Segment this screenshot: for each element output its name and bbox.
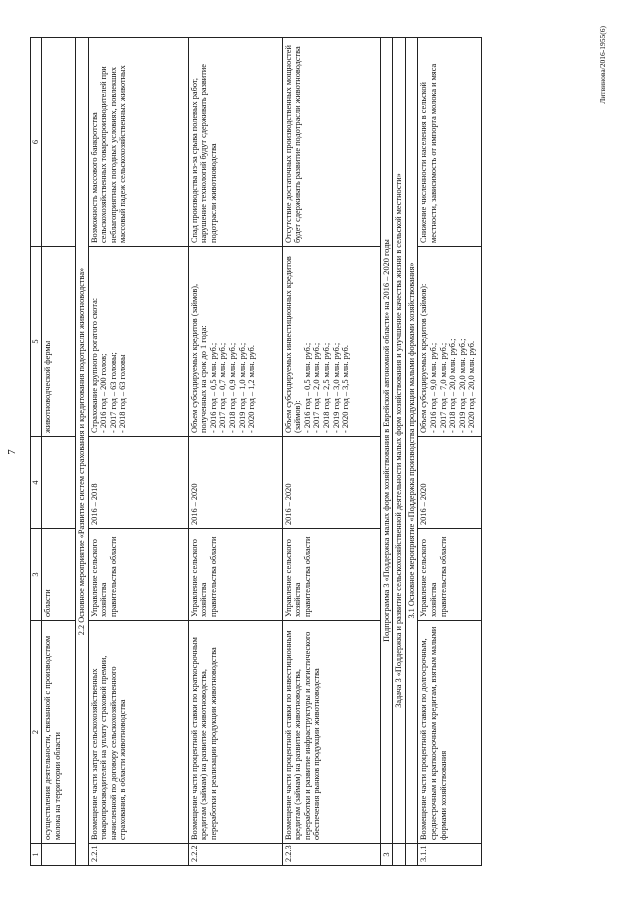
table-cell: животноводческой фермы: [42, 247, 76, 437]
result-line: - 2019 год – 1,0 млн. руб.;: [237, 342, 247, 433]
subprogram-row: [380, 38, 393, 866]
result-line: - 2018 год – 63 головы: [118, 354, 128, 433]
result-line: - 2016 год – 0,5 млн. руб.;: [208, 342, 218, 433]
responsible-executor: Управление сельского хозяйства правительства области: [88, 529, 188, 621]
header-row: [31, 38, 42, 866]
header-cell: 6: [31, 38, 42, 247]
table-row: [418, 38, 482, 866]
table-cell: [405, 844, 418, 866]
result-line: - 2016 год – 0,5 млн. руб.;: [302, 342, 312, 433]
table-cell: осуществления деятельности, связанной с производством молока на территории области: [42, 621, 76, 844]
table-cell: [42, 437, 76, 529]
measure-name: Возмещение части процентной ставки по краткосрочным кредитам (займам) на развитие животноводства, переработки и реализации продукции животноводства: [188, 621, 282, 844]
consequences: Спад производства из-за срыва полевых работ, нарушение технологий будут сдерживать развитие подотрасли животноводства: [188, 38, 282, 247]
row-number: 2.2.2: [188, 844, 282, 866]
period: 2016 – 2020: [188, 437, 282, 529]
table-row: [88, 38, 188, 866]
result-line: - 2016 год – 9,0 млн. руб.;: [428, 342, 438, 433]
result-line: Объем субсидируемых инвестиционных кредитов (займов):: [283, 256, 303, 433]
rotated-page: [6, 26, 607, 866]
task-title: Задача 3 «Поддержка и развитие сельскохозяйственной деятельности малых форм хозяйствования и улучшение качества жизни в сельской местности»: [393, 38, 406, 844]
responsible-executor: Управление сельского хозяйства правительства области: [282, 529, 380, 621]
table-row: [42, 38, 76, 866]
table-cell: области: [42, 529, 76, 621]
result-line: - 2020 год – 1,2 млн. руб.: [247, 345, 257, 433]
section-heading: 2.2 Основное мероприятие «Развитие систем страхования и кредитования подотрасли животноводства»: [76, 38, 89, 866]
expected-result: [88, 247, 188, 437]
row-number: 3: [380, 844, 393, 866]
result-line: - 2018 год – 0,9 млн. руб.;: [227, 342, 237, 433]
table-cell: [42, 844, 76, 866]
result-line: - 2018 год – 20,0 млн. руб.;: [448, 338, 458, 433]
result-line: - 2017 год – 0,7 млн. руб.;: [218, 342, 228, 433]
consequences: Снижение численности населения в сельской местности, зависимость от импорта молока и мяса: [418, 38, 482, 247]
expected-result: [282, 247, 380, 437]
period: 2016 – 2020: [282, 437, 380, 529]
result-line: Страхование крупного рогатого скота:: [89, 297, 99, 433]
table-cell: [42, 38, 76, 247]
expected-result: [418, 247, 482, 437]
header-cell: 2: [31, 621, 42, 844]
table-cell: [393, 844, 406, 866]
responsible-executor: Управление сельского хозяйства правительства области: [188, 529, 282, 621]
result-line: - 2017 год – 63 головы;: [108, 352, 118, 433]
period: 2016 – 2018: [88, 437, 188, 529]
table-row: [282, 38, 380, 866]
section-row: [76, 38, 89, 866]
section-heading: 3.1 Основное мероприятие «Поддержка производства продукции малыми формами хозяйствования»: [405, 38, 418, 844]
result-line: Объем субсидируемых кредитов (займов), полученных на срок до 1 года:: [189, 283, 209, 433]
header-cell: 3: [31, 529, 42, 621]
row-number: 2.2.3: [282, 844, 380, 866]
subprogram-title: Подпрограмма 3 «Поддержка малых форм хозяйствования в Еврейской автономной области» на 2016 – 2020 годы: [380, 38, 393, 844]
measure-name: Возмещение части процентной ставки по инвестиционным кредитам (займам) на развитие животноводства, переработки и развитие инфраструктуры и логистического обеспечения рынков продукции животноводства: [282, 621, 380, 844]
document-footer: Литвинова/2016-1955(6): [598, 26, 607, 104]
header-cell: 4: [31, 437, 42, 529]
row-number: 2.2.1: [88, 844, 188, 866]
result-line: - 2017 год – 7,0 млн. руб.;: [438, 342, 448, 433]
result-line: - 2020 год – 3,5 млн. руб.: [341, 345, 351, 433]
page-number: 7: [6, 449, 18, 455]
document-sheet: [6, 26, 607, 866]
task-row: [393, 38, 406, 866]
measures-table: [30, 37, 482, 866]
result-line: - 2017 год – 2,0 млн. руб.;: [312, 342, 322, 433]
result-line: - 2019 год – 3,0 млн. руб.;: [331, 342, 341, 433]
responsible-executor: Управление сельского хозяйства правительства области: [418, 529, 482, 621]
result-line: - 2018 год – 2,5 млн. руб.;: [321, 342, 331, 433]
measure-name: Возмещение части процентной ставки по долгосрочным, среднесрочным и краткосрочным кредитам, взятым малыми формами хозяйствования: [418, 621, 482, 844]
header-cell: 1: [31, 844, 42, 866]
result-line: - 2016 год – 200 голов;: [99, 353, 109, 433]
consequences: Отсутствие достаточных производственных мощностей будет сдерживать развитие подотрасли животноводства: [282, 38, 380, 247]
expected-result: [188, 247, 282, 437]
consequences: Возможность массового банкротства сельскохозяйственных товаропроизводителей при неблагоприятных погодных условиях, повлекших массовый падеж сельскохозяйственных животных: [88, 38, 188, 247]
result-line: Объем субсидируемых кредитов (займов):: [419, 283, 429, 433]
header-cell: 5: [31, 247, 42, 437]
result-line: - 2019 год – 20,0 млн. руб.;: [457, 338, 467, 433]
table-row: [188, 38, 282, 866]
measure-name: Возмещение части затрат сельскохозяйственных товаропроизводителей на уплату страховой премии, начисленной по договору сельскохозяйственного страхования, в области животноводства: [88, 621, 188, 844]
row-number: 3.1.1: [418, 844, 482, 866]
result-line: - 2020 год – 20,0 млн. руб.: [467, 340, 477, 433]
period: 2016 – 2020: [418, 437, 482, 529]
section-row: [405, 38, 418, 866]
